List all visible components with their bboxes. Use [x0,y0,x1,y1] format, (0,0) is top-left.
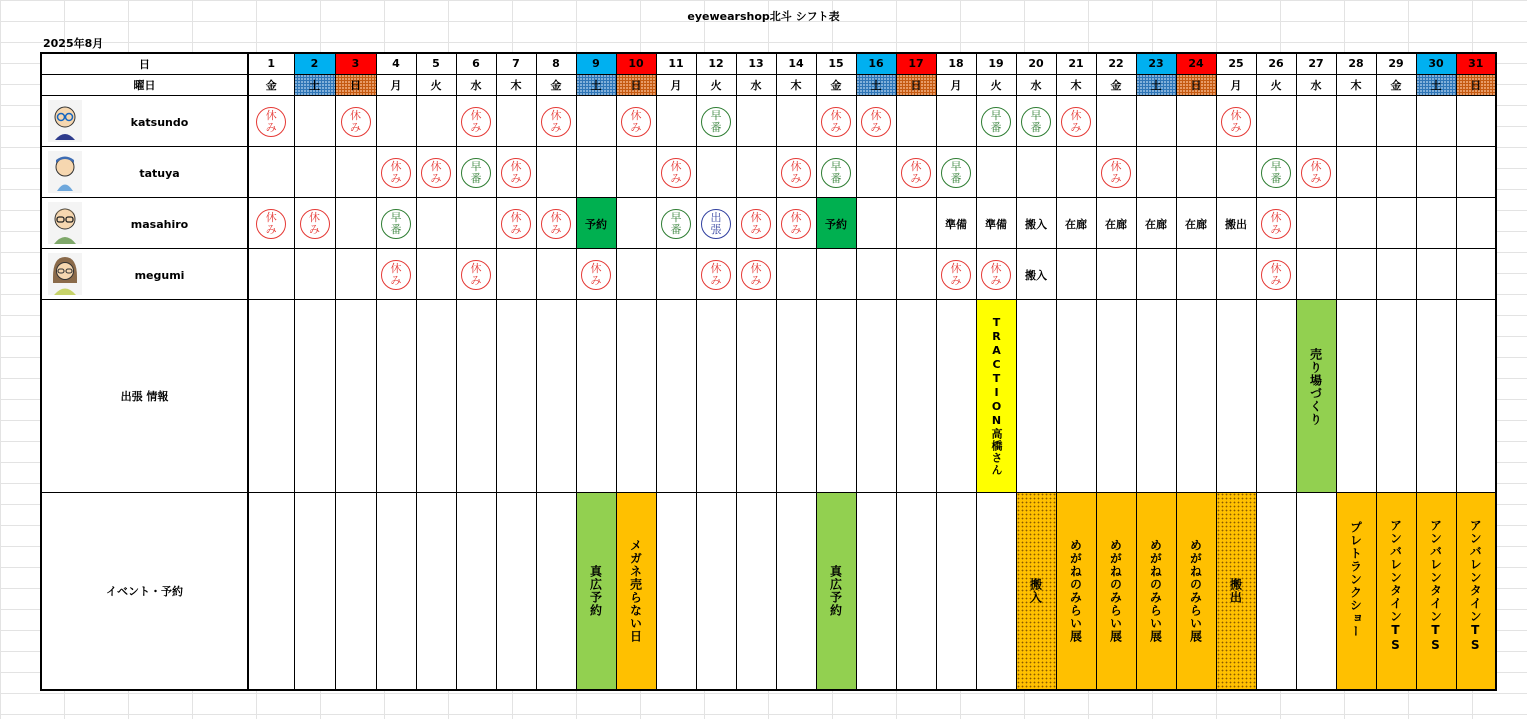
weekday-cell: 火 [1256,74,1296,95]
shift-cell [496,146,536,197]
shift-cell [1376,146,1416,197]
shift-cell [616,95,656,146]
shift-cell [294,95,335,146]
event-cell: メガネ売らない日 [616,492,656,690]
shift-cell [1456,146,1496,197]
weekday-row [41,74,1496,95]
shift-cell [896,197,936,248]
weekday-cell: 日 [1176,74,1216,95]
shift-cell [1296,95,1336,146]
off-stamp: 休 み [1061,107,1091,137]
shift-cell [536,95,576,146]
event-cell: めがねのみらい展 [1056,492,1096,690]
shift-cell: 搬出 [1216,197,1256,248]
weekday-cell: 木 [776,74,816,95]
shift-cell [736,197,776,248]
shift-cell [496,248,536,299]
trip-uriba-cell: 売り場づくり [1296,299,1336,492]
off-stamp: 休 み [661,158,691,188]
staff-row-megumi [41,248,1496,299]
shift-cell [656,197,696,248]
shift-cell: 搬入 [1016,248,1056,299]
shift-cell [1256,146,1296,197]
day-cell: 30 [1416,53,1456,74]
shift-cell [456,146,496,197]
weekday-cell: 土 [294,74,335,95]
event-cell: アンバレンタインTS [1456,492,1496,690]
weekday-cell: 水 [1016,74,1056,95]
shift-cell [816,146,856,197]
staff-row-tatuya [41,146,1496,197]
shift-cell [1136,146,1176,197]
shift-cell [1296,146,1336,197]
shift-cell [976,95,1016,146]
event-label: イベント・予約 [41,492,248,690]
staff-row-masahiro [41,197,1496,248]
shift-cell [1416,248,1456,299]
shift-cell [856,248,896,299]
day-cell: 17 [896,53,936,74]
shift-cell: 搬入 [1016,197,1056,248]
shift-cell [616,146,656,197]
weekday-cell: 月 [1216,74,1256,95]
shift-cell [456,248,496,299]
shift-cell [1096,95,1136,146]
month-label: 2025年8月 [43,37,104,50]
weekday-cell: 月 [656,74,696,95]
day-cell: 15 [816,53,856,74]
off-stamp: 休 み [1261,209,1291,239]
day-cell: 8 [536,53,576,74]
shift-cell [816,248,856,299]
shift-cell [1136,95,1176,146]
shift-cell [896,248,936,299]
weekday-cell: 火 [696,74,736,95]
shift-cell [1176,146,1216,197]
shift-cell [976,146,1016,197]
shift-cell: 在廊 [1056,197,1096,248]
shift-cell [1016,95,1056,146]
shift-cell [856,146,896,197]
shift-cell [1216,248,1256,299]
off-stamp: 休 み [341,107,371,137]
trip-stamp: 出 張 [701,209,731,239]
event-cell: めがねのみらい展 [1096,492,1136,690]
off-stamp: 休 み [901,158,931,188]
shift-cell [1416,95,1456,146]
shift-cell [1216,95,1256,146]
day-cell: 10 [616,53,656,74]
off-stamp: 休 み [381,260,411,290]
shift-cell [976,248,1016,299]
weekday-cell: 水 [1296,74,1336,95]
shift-cell [1256,95,1296,146]
staff-name-cell [41,248,248,299]
day-cell: 27 [1296,53,1336,74]
shift-cell [335,197,376,248]
weekday-cell: 木 [496,74,536,95]
shift-cell [376,146,416,197]
shift-cell [936,248,976,299]
shift-cell [616,197,656,248]
early-stamp: 早 番 [941,158,971,188]
day-cell: 26 [1256,53,1296,74]
off-stamp: 休 み [821,107,851,137]
shift-cell [1336,248,1376,299]
shift-cell [248,146,294,197]
weekday-cell: 金 [536,74,576,95]
avatar-katsundo-icon [48,100,82,142]
shift-cell [1056,146,1096,197]
shift-cell [536,197,576,248]
shift-cell [696,146,736,197]
shift-cell [416,248,456,299]
off-stamp: 休 み [541,209,571,239]
weekday-cell: 土 [856,74,896,95]
day-cell: 5 [416,53,456,74]
event-cell: 搬出 [1216,492,1256,690]
day-cell: 16 [856,53,896,74]
early-stamp: 早 番 [701,107,731,137]
shift-cell [1256,197,1296,248]
day-cell: 23 [1136,53,1176,74]
off-stamp: 休 み [781,158,811,188]
early-stamp: 早 番 [821,158,851,188]
day-cell: 22 [1096,53,1136,74]
shift-cell [416,197,456,248]
weekday-cell: 日 [896,74,936,95]
shift-cell: 準備 [936,197,976,248]
shift-cell [736,248,776,299]
shift-table [40,52,1497,691]
shift-cell [294,197,335,248]
shift-cell [248,95,294,146]
shift-cell: 在廊 [1176,197,1216,248]
early-stamp: 早 番 [661,209,691,239]
day-cell: 3 [335,53,376,74]
shift-cell [656,248,696,299]
event-cell: プレトランクショー [1336,492,1376,690]
shift-cell [696,95,736,146]
shift-cell [248,248,294,299]
off-stamp: 休 み [861,107,891,137]
off-stamp: 休 み [501,158,531,188]
staff-name-cell [41,146,248,197]
off-stamp: 休 み [381,158,411,188]
shift-cell [335,146,376,197]
day-cell: 11 [656,53,696,74]
shift-cell [1456,197,1496,248]
day-cell: 14 [776,53,816,74]
day-cell: 20 [1016,53,1056,74]
day-cell: 9 [576,53,616,74]
staff-name: masahiro [130,218,189,231]
shift-cell [416,95,456,146]
shift-cell [1136,248,1176,299]
day-cell: 7 [496,53,536,74]
off-stamp: 休 み [581,260,611,290]
shift-cell [1416,146,1456,197]
shift-cell [335,248,376,299]
shift-cell [456,197,496,248]
shift-cell [896,146,936,197]
shift-cell [856,197,896,248]
event-cell: めがねのみらい展 [1136,492,1176,690]
shift-cell [896,95,936,146]
avatar-masahiro-icon [48,202,82,244]
shift-cell [1256,248,1296,299]
day-cell: 19 [976,53,1016,74]
weekday-cell: 土 [1136,74,1176,95]
shift-cell [616,248,656,299]
shift-cell [576,95,616,146]
early-stamp: 早 番 [461,158,491,188]
shift-cell [1376,197,1416,248]
staff-name: katsundo [130,116,189,129]
shift-cell [335,95,376,146]
shift-cell [776,146,816,197]
off-stamp: 休 み [1101,158,1131,188]
shift-cell [294,248,335,299]
shift-cell [736,146,776,197]
shift-cell [696,197,736,248]
shift-cell [1416,197,1456,248]
day-cell: 6 [456,53,496,74]
shift-cell [1336,146,1376,197]
day-header: 日 [41,53,248,74]
shift-cell [376,248,416,299]
off-stamp: 休 み [941,260,971,290]
staff-row-katsundo [41,95,1496,146]
avatar-megumi-icon [48,253,82,295]
weekday-cell: 土 [1416,74,1456,95]
shift-cell [1056,95,1096,146]
shift-cell [1336,95,1376,146]
shift-cell: 在廊 [1096,197,1136,248]
weekday-cell: 日 [1456,74,1496,95]
shift-cell [294,146,335,197]
shift-cell [1056,248,1096,299]
reserve-cell: 予約 [816,197,856,248]
off-stamp: 休 み [461,260,491,290]
shift-cell [456,95,496,146]
off-stamp: 休 み [741,260,771,290]
early-stamp: 早 番 [381,209,411,239]
event-cell: アンバレンタインTS [1376,492,1416,690]
shift-cell [776,197,816,248]
day-cell: 12 [696,53,736,74]
day-cell: 24 [1176,53,1216,74]
weekday-cell: 金 [1376,74,1416,95]
shift-cell [816,95,856,146]
off-stamp: 休 み [1221,107,1251,137]
shift-cell [496,197,536,248]
trip-info-label: 出張 情報 [41,299,248,492]
event-cell: 搬入 [1016,492,1056,690]
day-cell: 4 [376,53,416,74]
avatar-tatuya-icon [48,151,82,193]
shift-cell [1096,248,1136,299]
shift-cell [376,197,416,248]
shift-cell [1336,197,1376,248]
day-cell: 2 [294,53,335,74]
weekday-cell: 土 [576,74,616,95]
off-stamp: 休 み [701,260,731,290]
staff-name: megumi [134,269,185,282]
off-stamp: 休 み [256,107,286,137]
weekday-cell: 火 [976,74,1016,95]
shift-cell: 準備 [976,197,1016,248]
weekday-cell: 日 [616,74,656,95]
shift-cell [656,146,696,197]
weekday-cell: 日 [335,74,376,95]
weekday-cell: 木 [1056,74,1096,95]
day-cell: 28 [1336,53,1376,74]
off-stamp: 休 み [421,158,451,188]
day-cell: 29 [1376,53,1416,74]
trip-info-row [41,299,1496,492]
shift-cell [576,248,616,299]
off-stamp: 休 み [1261,260,1291,290]
shift-cell [576,146,616,197]
off-stamp: 休 み [541,107,571,137]
weekday-header: 曜日 [41,74,248,95]
day-cell: 13 [736,53,776,74]
trip-traction-cell: TRACTION高橋さん [976,299,1016,492]
shift-cell [936,95,976,146]
sheet-title: eyewearshop北斗 シフト表 [687,10,840,23]
event-cell: めがねのみらい展 [1176,492,1216,690]
shift-cell [1376,248,1416,299]
shift-cell [1376,95,1416,146]
shift-cell [776,95,816,146]
off-stamp: 休 み [781,209,811,239]
weekday-cell: 金 [816,74,856,95]
staff-name: tatuya [139,167,180,180]
event-row [41,492,1496,690]
off-stamp: 休 み [461,107,491,137]
shift-cell [416,146,456,197]
weekday-cell: 火 [416,74,456,95]
shift-cell [248,197,294,248]
shift-cell [1456,248,1496,299]
shift-cell [1016,146,1056,197]
event-cell: 真広予約 [816,492,856,690]
day-cell: 1 [248,53,294,74]
off-stamp: 休 み [981,260,1011,290]
early-stamp: 早 番 [1261,158,1291,188]
shift-cell [856,95,896,146]
early-stamp: 早 番 [981,107,1011,137]
day-cell: 25 [1216,53,1256,74]
weekday-cell: 金 [248,74,294,95]
weekday-cell: 月 [936,74,976,95]
day-cell: 31 [1456,53,1496,74]
shift-cell [496,95,536,146]
weekday-cell: 月 [376,74,416,95]
staff-name-cell [41,95,248,146]
shift-cell [736,95,776,146]
day-cell: 18 [936,53,976,74]
off-stamp: 休 み [300,209,330,239]
shift-cell [536,248,576,299]
weekday-cell: 水 [736,74,776,95]
event-cell: アンバレンタインTS [1416,492,1456,690]
shift-cell [936,146,976,197]
weekday-cell: 木 [1336,74,1376,95]
event-cell: 真広予約 [576,492,616,690]
shift-cell [1176,248,1216,299]
shift-cell [1296,248,1336,299]
early-stamp: 早 番 [1021,107,1051,137]
off-stamp: 休 み [741,209,771,239]
shift-cell [696,248,736,299]
weekday-cell: 水 [456,74,496,95]
shift-cell [1096,146,1136,197]
shift-cell [1296,197,1336,248]
shift-cell [656,95,696,146]
shift-cell [1216,146,1256,197]
off-stamp: 休 み [256,209,286,239]
off-stamp: 休 み [621,107,651,137]
shift-cell [536,146,576,197]
shift-cell: 在廊 [1136,197,1176,248]
staff-name-cell [41,197,248,248]
reserve-cell: 予約 [576,197,616,248]
weekday-cell: 金 [1096,74,1136,95]
day-cell: 21 [1056,53,1096,74]
day-row [41,53,1496,74]
shift-cell [776,248,816,299]
shift-cell [1456,95,1496,146]
off-stamp: 休 み [501,209,531,239]
off-stamp: 休 み [1301,158,1331,188]
shift-cell [376,95,416,146]
shift-cell [1176,95,1216,146]
